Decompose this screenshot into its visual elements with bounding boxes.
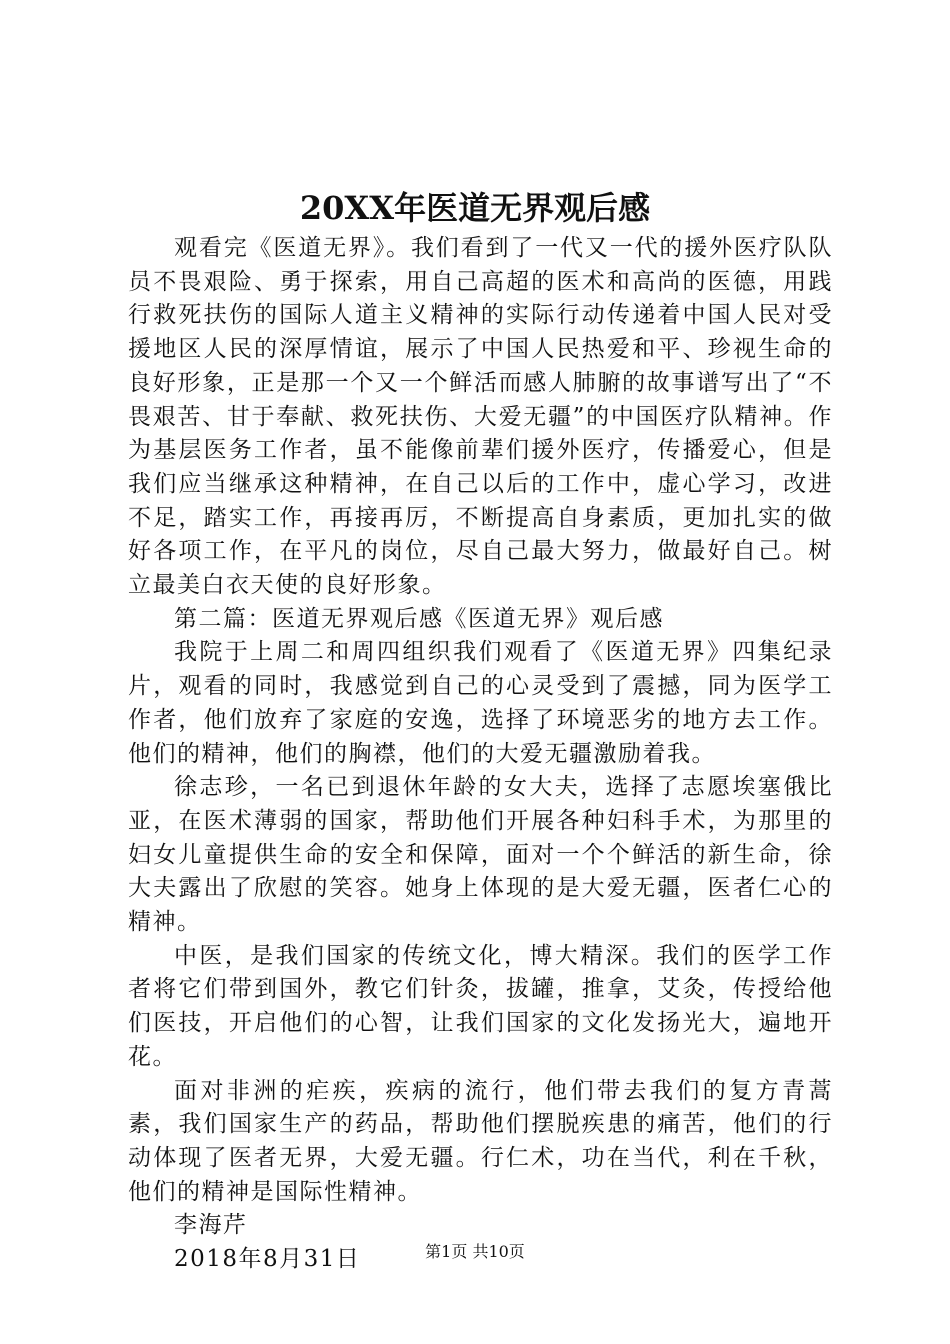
paragraph-viewing: 我院于上周二和周四组织我们观看了《医道无界》四集纪录片，观看的同时，我感觉到自己的心灵受到了震撼，同为医学工作者，他们放弃了家庭的安逸，选择了环境恶劣的地方去工作。他们的精神，他们的胸襟，他们的大爱无疆激励着我。	[128, 639, 833, 767]
page-number: 第1页 共10页	[425, 1242, 525, 1261]
section-heading: 第二篇：医道无界观后感《医道无界》观后感	[174, 605, 664, 632]
paragraph-intro: 观看完《医道无界》。我们看到了一代又一代的援外医疗队队员不畏艰险、勇于探索，用自己高超的医术和高尚的医德，用践行救死扶伤的国际人道主义精神的实际行动传递着中国人民对受援地区人民的深厚情谊，展示了中国人民热爱和平、珍视生命的良好形象，正是那一个又一个鲜活而感人肺腑的故事谱写出了“不畏艰苦、甘于奉献、救死扶伤、大爱无疆”的中国医疗队精神。作为基层医务工作者，虽不能像前辈们援外医疗，传播爱心，但是我们应当继承这种精神，在自己以后的工作中，虚心学习，改进不足，踏实工作，再接再厉，不断提高自身素质，更加扎实的做好各项工作，在平凡的岗位，尽自己最大努力，做最好自己。树立最美白衣天使的良好形象。	[128, 235, 833, 599]
paragraph-doctor-xu: 徐志珍，一名已到退休年龄的女大夫，选择了志愿埃塞俄比亚，在医术薄弱的国家，帮助他们开展各种妇科手术，为那里的妇女儿童提供生命的安全和保障，面对一个个鲜活的新生命，徐大夫露出了欣慰的笑容。她身上体现的是大爱无疆，医者仁心的精神。	[128, 774, 833, 936]
author-name: 李海芹	[174, 1212, 248, 1239]
document-title: 20XX年医道无界观后感	[299, 189, 651, 227]
document-body	[128, 232, 833, 1277]
paragraph-chinese-medicine: 中医，是我们国家的传统文化，博大精深。我们的医学工作者将它们带到国外，教它们针灸，拔罐，推拿，艾灸，传授给他们医技，开启他们的心智，让我们国家的文化发扬光大，遍地开花。	[128, 942, 833, 1070]
document-date: 2018年8月31日	[174, 1246, 361, 1273]
paragraph-malaria: 面对非洲的疟疾，疾病的流行，他们带去我们的复方青蒿素，我们国家生产的药品，帮助他们摆脱疾患的痛苦，他们的行动体现了医者无界，大爱无疆。行仁术，功在当代，利在千秋，他们的精神是国际性精神。	[128, 1077, 833, 1205]
